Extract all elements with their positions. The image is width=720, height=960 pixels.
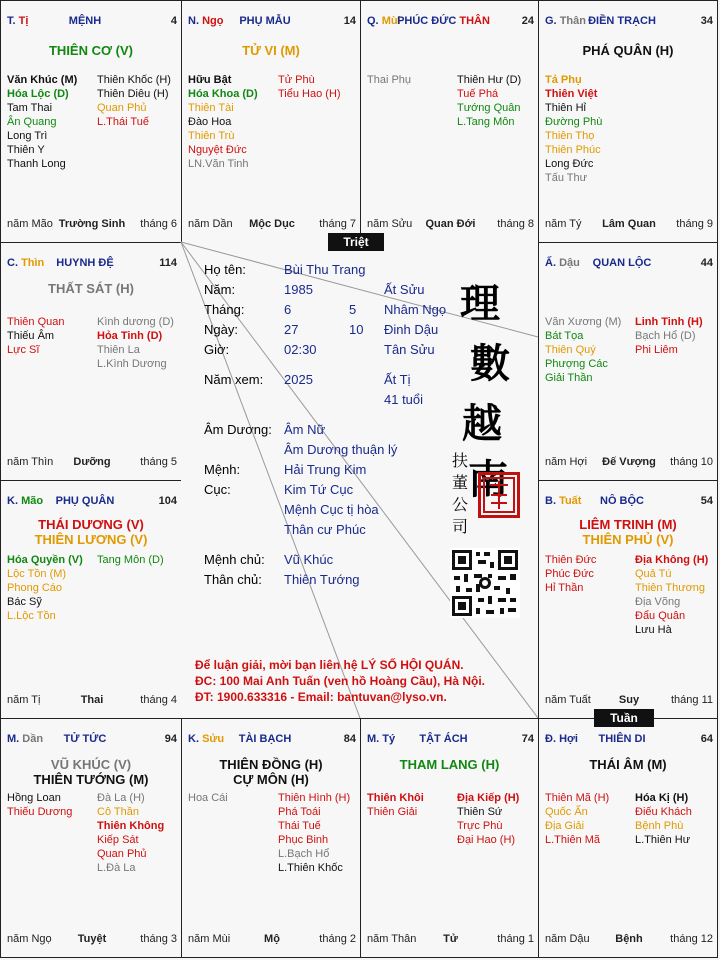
tieu-han-year: năm Sửu <box>367 218 413 230</box>
palace-dai-han-number: 114 <box>159 257 177 269</box>
tieu-han-year: năm Hợi <box>545 456 588 468</box>
info-value-nam-can-chi: Ất Sửu <box>384 282 425 297</box>
minor-star: Quan Phủ <box>97 102 147 114</box>
minor-star: Địa Giải <box>545 820 585 832</box>
minor-star: L.Đà La <box>97 862 136 874</box>
nguyet-han-month: tháng 1 <box>497 933 534 945</box>
calligraphy-char-2: 數 <box>470 340 510 387</box>
palace-dai-han-number: 84 <box>343 733 356 745</box>
info-value-cuc: Kim Tứ Cục <box>284 482 354 497</box>
palace-chi: Sửu <box>202 733 225 745</box>
minor-star: Thai Phụ <box>367 74 412 86</box>
red-seal-stamp <box>478 472 520 518</box>
minor-star: Long Trì <box>7 130 48 142</box>
main-star: THÁI DƯƠNG (V) <box>38 517 144 532</box>
minor-star: Tướng Quân <box>457 102 521 114</box>
palace-dai-han-number: 54 <box>700 495 713 507</box>
palace-dai-han-number: 24 <box>521 15 534 27</box>
tuan-marker: Tuần <box>594 709 654 727</box>
minor-star: Kiếp Sát <box>97 834 139 846</box>
palace-chi: Tuất <box>559 495 582 507</box>
palace-chi: Dần <box>22 733 44 745</box>
info-label-nam-xem: Năm xem: <box>204 372 264 387</box>
palace-can: K. <box>7 495 18 507</box>
minor-star: Hỏa Tinh (D) <box>97 330 163 342</box>
info-label-menh: Mệnh: <box>204 462 241 477</box>
info-label-than-chu: Thân chủ: <box>204 572 262 587</box>
minor-star: Thanh Long <box>7 158 66 170</box>
tieu-han-year: năm Tuất <box>545 694 591 706</box>
info-value-thang-am: 5 <box>349 302 357 317</box>
minor-star: L.Thiên Mã <box>545 834 601 846</box>
tieu-han-year: năm Dậu <box>545 933 590 945</box>
minor-star: L.Bạch Hổ <box>278 848 330 860</box>
minor-star: Ân Quang <box>7 116 57 128</box>
palace-name-text: HUYNH ĐỆ <box>56 257 114 269</box>
palace-can: G. <box>545 15 557 27</box>
palace-name-text: PHỤ MẪU <box>239 15 291 27</box>
truong-sinh-stage: Mộc Dục <box>249 218 295 230</box>
truong-sinh-stage: Lâm Quan <box>602 218 656 230</box>
palace-name-text: ĐIỀN TRẠCH <box>588 15 656 27</box>
minor-star: Long Đức <box>545 158 594 170</box>
minor-star: L.Tang Môn <box>457 116 515 128</box>
nguyet-han-month: tháng 4 <box>140 694 177 706</box>
minor-star: Thái Tuế <box>278 820 321 832</box>
triet-marker: Triệt <box>328 233 384 251</box>
minor-star: Hồng Loan <box>7 792 61 804</box>
main-star: THẤT SÁT (H) <box>48 281 134 296</box>
minor-star: L.Lộc Tồn <box>7 610 56 622</box>
minor-star: Phúc Đức <box>545 568 594 580</box>
info-label-ho-ten: Họ tên: <box>204 262 246 277</box>
minor-star: Đường Phù <box>545 116 603 128</box>
minor-star: Thiên Khôi <box>367 792 424 804</box>
minor-star: Đà La (H) <box>97 792 145 804</box>
minor-star: Hóa Lộc (D) <box>7 88 69 100</box>
minor-star: Văn Khúc (M) <box>7 74 78 86</box>
info-label-nam: Năm: <box>204 282 236 297</box>
minor-star: Lộc Tồn (M) <box>7 568 67 580</box>
palace-dai-han-number: 14 <box>343 15 356 27</box>
truong-sinh-stage: Trường Sinh <box>58 218 126 230</box>
minor-star: Đào Hoa <box>188 116 232 128</box>
nguyet-han-month: tháng 2 <box>319 933 356 945</box>
contact-line-2: ĐC: 100 Mai Anh Tuấn (ven hồ Hoàng Cầu), Hà Nội. <box>195 674 486 688</box>
palace-chi: Dậu <box>559 257 580 269</box>
minor-star: Thiên Sứ <box>457 806 503 818</box>
info-value-ngay-am: 10 <box>349 322 364 337</box>
minor-star: Bạch Hổ (D) <box>635 330 696 342</box>
minor-star: Tiểu Hao (H) <box>278 88 341 100</box>
minor-star: Thiên Quan <box>7 316 65 328</box>
palace-name-text: TÀI BẠCH <box>238 733 292 745</box>
palace-name-text: QUAN LỘC <box>592 257 652 269</box>
nguyet-han-month: tháng 10 <box>670 456 713 468</box>
minor-star: Phi Liêm <box>635 344 678 356</box>
info-value-menh: Hải Trung Kim <box>284 462 367 477</box>
info-value-nam-xem: 2025 <box>284 372 313 387</box>
nguyet-han-month: tháng 8 <box>497 218 534 230</box>
calligraphy-char-3: 越 <box>462 400 502 447</box>
minor-star: Tam Thai <box>7 102 53 114</box>
tieu-han-year: năm Thìn <box>7 456 54 468</box>
info-value-tuoi: 41 tuổi <box>384 392 424 407</box>
main-star: CỰ MÔN (H) <box>233 772 309 787</box>
minor-star: Lực Sĩ <box>7 344 40 356</box>
nguyet-han-month: tháng 7 <box>319 218 356 230</box>
tieu-han-year: năm Dần <box>188 218 233 230</box>
tieu-han-year: năm Ngọ <box>7 933 52 945</box>
info-value-nam: 1985 <box>284 282 313 297</box>
minor-star: Thiên Hình (H) <box>278 792 351 804</box>
seal-glyph-icon <box>481 475 517 515</box>
tieu-han-year: năm Tị <box>7 694 41 706</box>
minor-star: Hữu Bật <box>188 74 232 86</box>
truong-sinh-stage: Dưỡng <box>73 456 111 468</box>
palace-can: C. <box>7 257 18 269</box>
minor-star: Thiên La <box>97 344 140 356</box>
main-star: THIÊN LƯƠNG (V) <box>34 532 148 547</box>
minor-star: Thiên Hỉ <box>545 102 586 114</box>
minor-star: Phong Cáo <box>7 582 63 594</box>
minor-star: Hóa Khoa (D) <box>188 88 258 100</box>
calligraphy-small-1: 扶 <box>452 451 469 470</box>
main-star: THIÊN ĐỒNG (H) <box>219 757 323 772</box>
nguyet-han-month: tháng 11 <box>670 694 713 706</box>
palace-dai-han-number: 34 <box>700 15 713 27</box>
info-label-cuc: Cục: <box>204 482 231 497</box>
nguyet-han-month: tháng 6 <box>140 218 177 230</box>
info-value-cuc-note2: Thân cư Phúc <box>284 522 366 537</box>
calligraphy-small-2: 董 <box>452 473 469 492</box>
minor-star: Thiên Thọ <box>545 130 595 142</box>
truong-sinh-stage: Suy <box>618 694 640 706</box>
palace-dai-han-number: 104 <box>158 495 177 507</box>
minor-star: Thiên Y <box>7 144 45 156</box>
minor-star: L.Thiên Khốc <box>278 862 343 874</box>
minor-star: Thiên Diêu (H) <box>97 88 169 100</box>
minor-star: Thiên Phúc <box>545 144 601 156</box>
palace-name-text: NÔ BỘC <box>600 495 644 507</box>
qr-code-icon[interactable] <box>450 548 520 618</box>
minor-star: LN.Văn Tinh <box>188 158 249 170</box>
minor-star: Trực Phù <box>457 820 503 832</box>
minor-star: Thiên Thương <box>635 582 706 594</box>
minor-star: Địa Kiếp (H) <box>457 792 520 804</box>
minor-star: Thiên Mã (H) <box>545 792 610 804</box>
minor-star: Phá Toái <box>278 806 321 818</box>
palace-dai-han-number: 44 <box>700 257 713 269</box>
nguyet-han-month: tháng 12 <box>670 933 713 945</box>
palace-chi: Thân <box>559 15 586 27</box>
minor-star: Bệnh Phù <box>635 820 684 832</box>
main-star: VŨ KHÚC (V) <box>50 757 132 772</box>
palace-dai-han-number: 94 <box>164 733 177 745</box>
info-value-ho-ten: Bùi Thu Trang <box>284 262 366 277</box>
truong-sinh-stage: Tử <box>443 933 458 945</box>
info-value-nam-xem-can-chi: Ất Tị <box>384 372 411 387</box>
calligraphy-char-4: 南 <box>468 456 508 503</box>
minor-star: Tử Phù <box>278 74 315 86</box>
minor-star: Phục Binh <box>278 834 329 846</box>
main-star: TỬ VI (M) <box>242 43 300 58</box>
minor-star: Quốc Ấn <box>545 806 588 818</box>
info-value-thang-duong: 6 <box>284 302 292 317</box>
palace-can: N. <box>188 15 199 27</box>
minor-star: L.Thái Tuế <box>97 116 149 128</box>
palace-chi: Tị <box>18 15 29 27</box>
palace-can: T. <box>7 15 16 27</box>
info-label-thang: Tháng: <box>204 302 245 317</box>
palace-dai-han-number: 64 <box>700 733 713 745</box>
calligraphy-small-3: 公 <box>452 495 469 514</box>
palace-name-text: MỆNH <box>68 15 102 27</box>
truong-sinh-stage: Mộ <box>264 933 280 945</box>
minor-star: Hoa Cái <box>188 792 228 804</box>
tieu-han-year: năm Mão <box>7 218 53 230</box>
palace-can: Q. <box>367 15 379 27</box>
truong-sinh-stage: Thai <box>80 694 104 706</box>
calligraphy-char-1: 理 <box>460 280 500 327</box>
tieu-han-year: năm Thân <box>367 933 417 945</box>
minor-star: Thiên Trù <box>188 130 235 142</box>
main-star: THÁI ÂM (M) <box>589 757 667 772</box>
palace-can: M. <box>7 733 20 745</box>
than-marker: THÂN <box>459 15 490 27</box>
minor-star: Quan Phủ <box>97 848 147 860</box>
info-value-cuc-note1: Mệnh Cục tị hòa <box>284 502 379 517</box>
palace-name-text: TỬ TỨC <box>63 733 107 745</box>
minor-star: Văn Xương (M) <box>545 316 622 328</box>
minor-star: Kình dương (D) <box>97 316 174 328</box>
minor-star: Phượng Các <box>545 358 608 370</box>
palace-dai-han-number: 74 <box>521 733 534 745</box>
info-value-ngay-duong: 27 <box>284 322 299 337</box>
palace-chi: Ngọ <box>202 15 224 27</box>
main-star: PHÁ QUÂN (H) <box>582 43 674 58</box>
palace-chi: Thìn <box>21 257 45 269</box>
minor-star: Thiên Không <box>97 820 165 832</box>
nguyet-han-month: tháng 9 <box>676 218 713 230</box>
minor-star: Bát Tọa <box>545 330 584 342</box>
minor-star: Thiên Đức <box>545 554 597 566</box>
minor-star: Thiên Tài <box>188 102 234 114</box>
minor-star: Tang Môn (D) <box>97 554 164 566</box>
palace-chi: Mão <box>21 495 44 507</box>
info-value-thang-can-chi: Nhâm Ngọ <box>384 302 447 317</box>
palace-chi: Hợi <box>559 733 578 745</box>
palace-can: M. <box>367 733 380 745</box>
minor-star: Thiếu Dương <box>7 806 73 818</box>
minor-star: Giải Thần <box>545 372 593 384</box>
minor-star: L.Thiên Hư <box>635 834 691 846</box>
contact-line-1: Để luận giải, mời bạn liên hệ LÝ SỐ HỘI QUÁN. <box>195 658 464 672</box>
info-label-gio: Giờ: <box>204 342 230 357</box>
palace-can: Ấ. <box>545 257 556 269</box>
palace-can: Đ. <box>545 733 556 745</box>
tieu-han-year: năm Tý <box>545 218 582 230</box>
minor-star: Đại Hao (H) <box>457 834 516 846</box>
main-star: THIÊN PHỦ (V) <box>582 532 674 547</box>
truong-sinh-stage: Bệnh <box>615 933 643 945</box>
palace-name-text: PHỤ QUÂN <box>55 495 115 507</box>
main-star: THIÊN TƯỚNG (M) <box>33 772 149 787</box>
info-label-ngay: Ngày: <box>204 322 238 337</box>
calligraphy-small-4: 司 <box>452 517 469 536</box>
minor-star: Địa Không (H) <box>635 554 709 566</box>
minor-star: Thiên Việt <box>545 88 598 100</box>
info-value-am-duong-note: Âm Dương thuận lý <box>284 442 398 457</box>
minor-star: Linh Tinh (H) <box>635 316 703 328</box>
minor-star: Thiếu Âm <box>7 330 55 342</box>
palace-name-text: PHÚC ĐỨC <box>397 15 457 27</box>
minor-star: Thiên Hư (D) <box>457 74 522 86</box>
minor-star: Nguyệt Đức <box>188 144 247 156</box>
minor-star: Lưu Hà <box>635 624 672 636</box>
info-value-than-chu: Thiên Tướng <box>284 572 360 587</box>
tieu-han-year: năm Mùi <box>188 933 231 945</box>
truong-sinh-stage: Đế Vượng <box>602 456 656 468</box>
minor-star: Hóa Kị (H) <box>635 792 689 804</box>
minor-star: Điếu Khách <box>635 806 692 818</box>
minor-star: Quả Tú <box>635 568 672 580</box>
main-star: LIÊM TRINH (M) <box>579 517 677 532</box>
minor-star: Tấu Thư <box>545 172 588 184</box>
palace-dai-han-number: 4 <box>170 15 177 27</box>
minor-star: Hỉ Thần <box>545 582 584 594</box>
info-value-ngay-can-chi: Đinh Dậu <box>384 322 439 337</box>
minor-star: Cô Thần <box>97 806 139 818</box>
palace-name-text: TẬT ÁCH <box>419 733 468 745</box>
truong-sinh-stage: Tuyệt <box>77 933 107 945</box>
minor-star: Thiên Khốc (H) <box>97 74 171 86</box>
minor-star: Địa Võng <box>635 596 681 608</box>
minor-star: Bác Sỹ <box>7 596 42 608</box>
info-value-am-duong: Âm Nữ <box>284 422 326 437</box>
nguyet-han-month: tháng 5 <box>140 456 177 468</box>
info-value-gio: 02:30 <box>284 342 317 357</box>
info-value-gio-can-chi: Tân Sửu <box>384 342 435 357</box>
minor-star: Tuế Phá <box>457 88 499 100</box>
minor-star: Hóa Quyền (V) <box>7 554 83 566</box>
minor-star: Thiên Quý <box>545 344 596 356</box>
nguyet-han-month: tháng 3 <box>140 933 177 945</box>
palace-can: B. <box>545 495 556 507</box>
minor-star: Tả Phụ <box>545 74 582 86</box>
info-label-am-duong: Âm Dương: <box>204 422 272 437</box>
contact-line-3: ĐT: 1900.633316 - Email: bantuvan@lyso.vn. <box>195 690 447 704</box>
palace-name-text: THIÊN DI <box>598 733 646 745</box>
minor-star: L.Kình Dương <box>97 358 167 370</box>
main-star: THAM LANG (H) <box>399 757 500 772</box>
palace-can: K. <box>188 733 199 745</box>
palace-chi: Mùi <box>381 15 401 27</box>
main-star: THIÊN CƠ (V) <box>48 43 134 58</box>
minor-star: Đẩu Quân <box>635 610 686 622</box>
info-value-menh-chu: Vũ Khúc <box>284 552 334 567</box>
minor-star: Thiên Giải <box>367 806 418 818</box>
palace-chi: Tý <box>382 733 396 745</box>
info-label-menh-chu: Mệnh chủ: <box>204 552 265 567</box>
truong-sinh-stage: Quan Đới <box>425 218 476 230</box>
